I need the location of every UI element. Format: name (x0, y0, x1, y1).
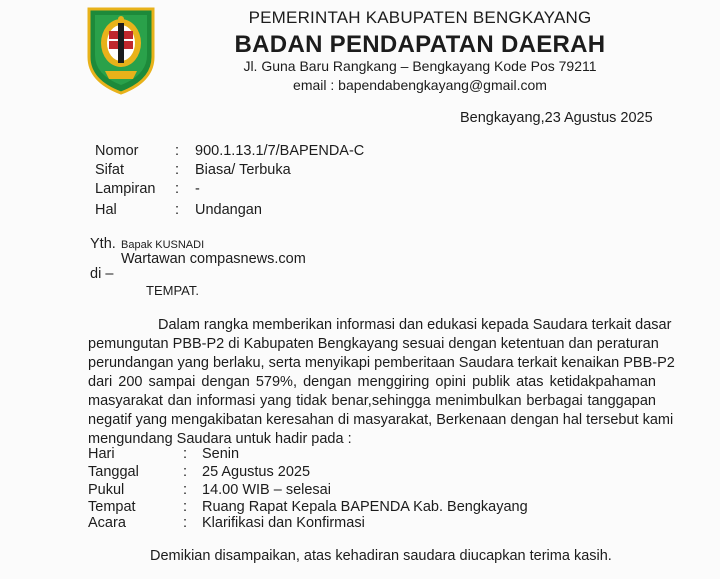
body-line: Dalam rangka memberikan informasi dan edukasi kepada Saudara terkait dasar (158, 317, 672, 333)
meta-colon: : (175, 162, 180, 178)
header-email: email : bapendabengkayang@gmail.com (293, 77, 547, 93)
recipient-name: Bapak KUSNADI (121, 239, 205, 251)
body-line: mengundang Saudara untuk hadir pada : (88, 431, 352, 447)
header-address: Jl. Guna Baru Rangkang – Bengkayang Kode Pos 79211 (243, 58, 597, 74)
recipient-di: di – (90, 266, 114, 282)
body-line: dari 200 sampai dengan 579%, dengan menggiring opini publik atas ketidakpahaman (88, 374, 656, 390)
letter-date: Bengkayang,23 Agustus 2025 (460, 110, 653, 126)
meta-label-lampiran: Lampiran (95, 181, 156, 197)
recipient-yth: Yth. (90, 236, 116, 252)
schedule-colon: : (183, 464, 188, 480)
meta-colon: : (175, 181, 180, 197)
meta-value-lampiran: - (195, 181, 200, 197)
schedule-label-tempat: Tempat (88, 499, 136, 515)
schedule-colon: : (183, 482, 188, 498)
closing-sentence: Demikian disampaikan, atas kehadiran saudara diucapkan terima kasih. (150, 548, 612, 564)
schedule-label-hari: Hari (88, 446, 115, 462)
schedule-colon: : (183, 446, 188, 462)
schedule-value-hari: Senin (202, 446, 240, 462)
meta-colon: : (175, 202, 180, 218)
bengkayang-coat-of-arms-icon (85, 5, 157, 95)
schedule-value-tempat: Ruang Rapat Kepala BAPENDA Kab. Bengkayang (202, 499, 528, 515)
body-line: negatif yang mengakibatan keresahan di masyarakat, Berkenaan dengan hal tersebut kami (88, 412, 674, 428)
schedule-colon: : (183, 515, 188, 531)
letter-body (88, 316, 675, 449)
schedule-label-pukul: Pukul (88, 482, 125, 498)
recipient-role: Wartawan compasnews.com (121, 251, 306, 267)
body-line: pemungutan PBB-P2 di Kabupaten Bengkayang sesuai dengan ketentuan dan peraturan (88, 336, 659, 352)
meta-label-nomor: Nomor (95, 143, 139, 159)
meta-colon: : (175, 143, 180, 159)
meta-label-sifat: Sifat (95, 162, 125, 178)
meta-value-hal: Undangan (195, 202, 262, 218)
schedule-colon: : (183, 499, 188, 515)
header-government-name: PEMERINTAH KABUPATEN BENGKAYANG (248, 8, 592, 27)
meta-label-hal: Hal (95, 202, 117, 218)
schedule-value-acara: Klarifikasi dan Konfirmasi (202, 515, 365, 531)
body-line: perundangan yang berlaku, serta menyikapi pemberitaan Saudara terkait kenaikan PBB-P2 (88, 355, 675, 371)
body-line: masyarakat dan informasi yang tidak benar,sehingga menimbulkan berbagai tanggapan (88, 393, 656, 409)
recipient-place: TEMPAT. (146, 283, 199, 298)
schedule-value-pukul: 14.00 WIB – selesai (202, 482, 331, 498)
meta-value-sifat: Biasa/ Terbuka (195, 162, 291, 178)
schedule-value-tanggal: 25 Agustus 2025 (202, 464, 311, 480)
schedule-label-acara: Acara (88, 515, 126, 531)
schedule-label-tanggal: Tanggal (88, 464, 139, 480)
meta-value-nomor: 900.1.13.1/7/BAPENDA-C (195, 143, 365, 159)
header-agency-name: BADAN PENDAPATAN DAERAH (234, 31, 606, 58)
